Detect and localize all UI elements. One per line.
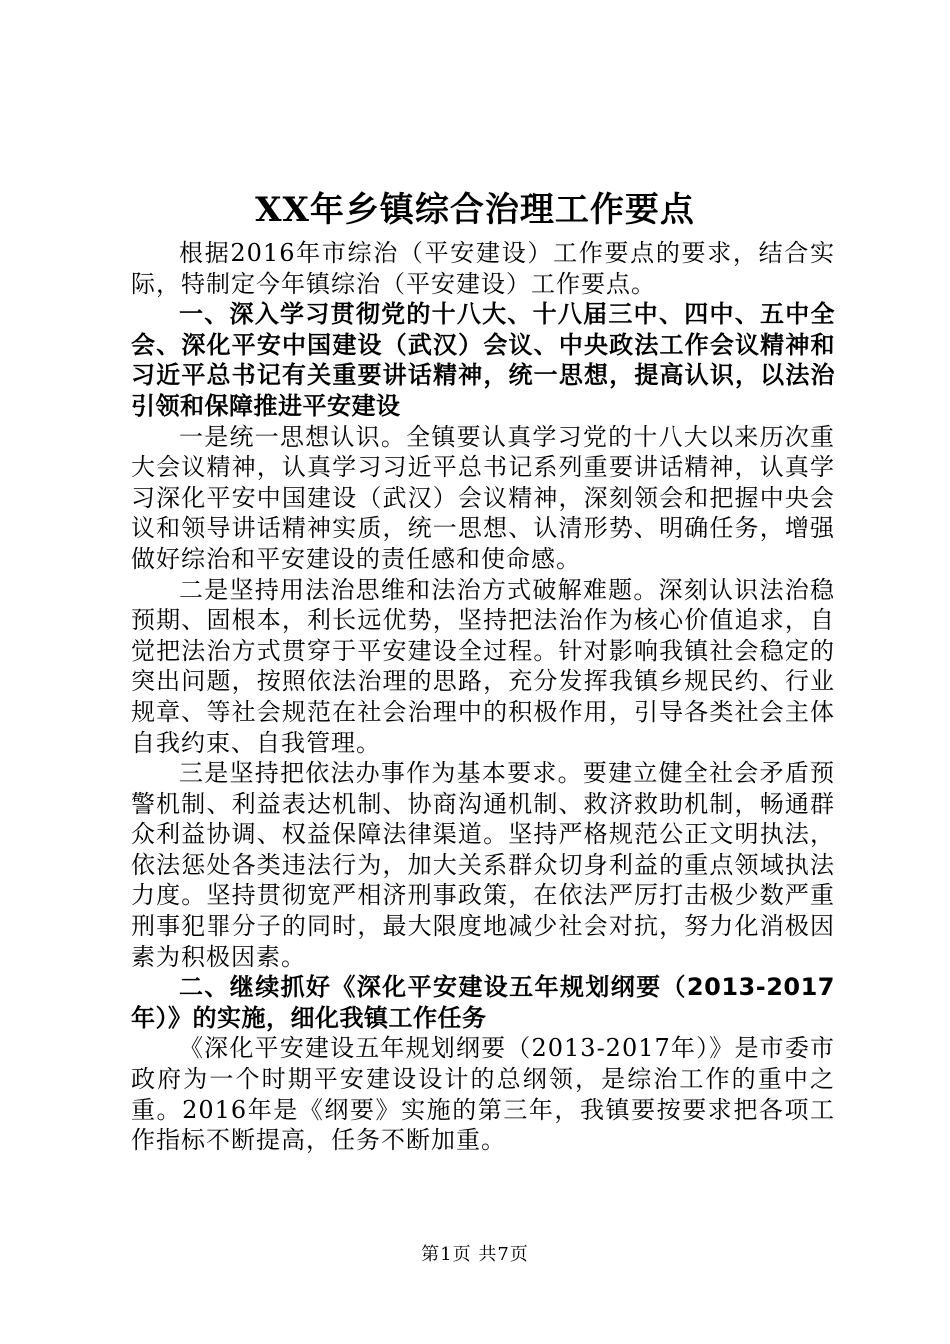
document-body	[131, 238, 835, 1156]
section-1-paragraph-2: 二是坚持用法治思维和法治方式破解难题。深刻认识法治稳预期、固根本，利长远优势，坚持把法治作为核心价值追求，自觉把法治方式贯穿于平安建设全过程。针对影响我镇社会稳定的突出问题，按照依法治理的思路，充分发挥我镇乡规民约、行业规章、等社会规范在社会治理中的积极作用，引导各类社会主体自我约束、自我管理。	[131, 575, 835, 757]
section-1-paragraph-1: 一是统一思想认识。全镇要认真学习党的十八大以来历次重大会议精神，认真学习习近平总书记系列重要讲话精神，认真学习深化平安中国建设（武汉）会议精神，深刻领会和把握中央会议和领导讲话精神实质，统一思想、认清形势、明确任务，增强做好综治和平安建设的责任感和使命感。	[131, 422, 835, 573]
page-number-footer: 第1页 共7页	[421, 1244, 529, 1265]
section-2-paragraph-1: 《深化平安建设五年规划纲要（2013-2017年）》是市委市政府为一个时期平安建设设计的总纲领，是综治工作的重中之重。2016年是《纲要》实施的第三年，我镇要按要求把各项工作指标不断提高，任务不断加重。	[131, 1034, 835, 1155]
section-1-paragraph-3: 三是坚持把依法办事作为基本要求。要建立健全社会矛盾预警机制、利益表达机制、协商沟通机制、救济救助机制，畅通群众利益协调、权益保障法律渠道。坚持严格规范公正文明执法，依法惩处各类违法行为，加大关系群众切身利益的重点领域执法力度。坚持贯彻宽严相济刑事政策，在依法严厉打击极少数严重刑事犯罪分子的同时，最大限度地减少社会对抗，努力化消极因素为积极因素。	[131, 759, 835, 971]
section-1-heading: 一、深入学习贯彻党的十八大、十八届三中、四中、五中全会、深化平安中国建设（武汉）会议、中央政法工作会议精神和习近平总书记有关重要讲话精神，统一思想，提高认识，以法治引领和保障推进平安建设	[131, 300, 835, 420]
document-title: XX年乡镇综合治理工作要点	[255, 190, 695, 230]
section-2-heading: 二、继续抓好《深化平安建设五年规划纲要（2013-2017年）》的实施，细化我镇工作任务	[131, 973, 835, 1032]
intro-paragraph: 根据2016年市综治（平安建设）工作要点的要求，结合实际，特制定今年镇综治（平安建设）工作要点。	[131, 239, 835, 298]
